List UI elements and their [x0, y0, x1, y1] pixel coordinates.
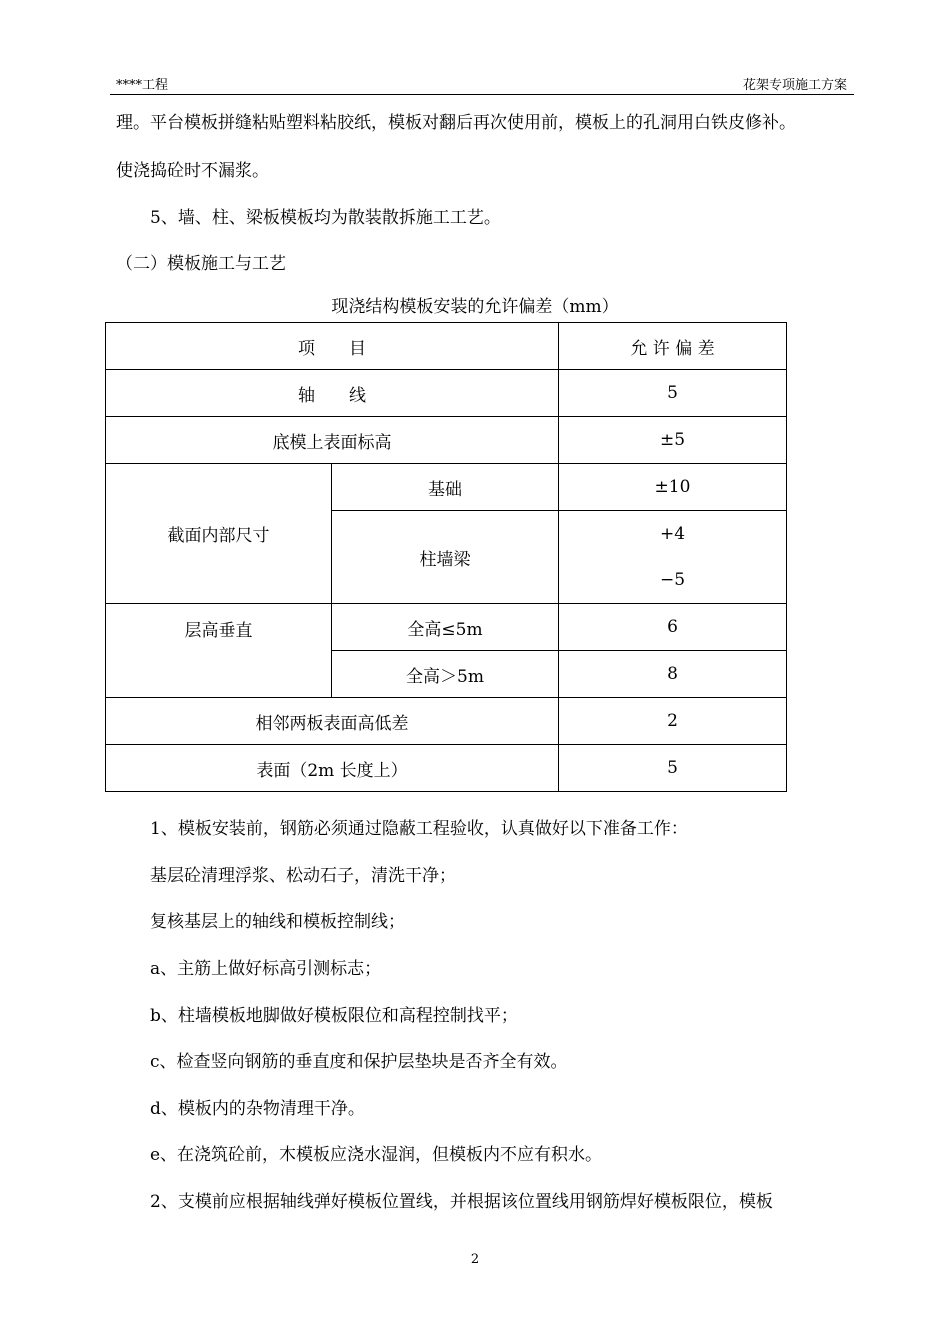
surface-label-cell: 表面（2m 长度上） — [106, 745, 559, 792]
header-deviation-cell: 允 许 偏 差 — [559, 323, 787, 370]
adjacent-difference-value-cell: 2 — [559, 698, 787, 745]
paragraph: 1、模板安装前，钢筋必须通过隐蔽工程验收，认真做好以下准备工作： — [150, 819, 688, 839]
table-row — [106, 464, 787, 511]
surface-value-cell: 5 — [559, 745, 787, 792]
header-item-cell: 项 目 — [106, 323, 559, 370]
bottom-elevation-label-cell: 底模上表面标高 — [106, 417, 559, 464]
paragraph: 理。平台模板拼缝粘贴塑料粘胶纸，模板对翻后再次使用前，模板上的孔洞用白铁皮修补。 — [116, 113, 796, 133]
table-row — [106, 370, 787, 417]
paragraph: 使浇捣砼时不漏浆。 — [116, 161, 269, 181]
header-project-name: ****工程 — [116, 78, 169, 93]
list-item: b、柱墙模板地脚做好模板限位和高程控制找平； — [150, 1006, 518, 1026]
height-gt-5m-value-cell: 8 — [559, 651, 787, 698]
section-size-label-cell: 截面内部尺寸 — [106, 464, 332, 604]
bottom-elevation-value-cell: ±5 — [559, 417, 787, 464]
table-row — [106, 417, 787, 464]
value-plus: +4 — [659, 524, 686, 544]
foundation-label-cell: 基础 — [332, 464, 559, 511]
adjacent-difference-label-cell: 相邻两板表面高低差 — [106, 698, 559, 745]
tolerance-table — [105, 322, 787, 792]
table-row — [106, 745, 787, 792]
paragraph: 2、支模前应根据轴线弹好模板位置线，并根据该位置线用钢筋焊好模板限位，模板 — [150, 1192, 773, 1212]
list-item: c、检查竖向钢筋的垂直度和保护层垫块是否齐全有效。 — [150, 1052, 568, 1072]
floor-vertical-label-cell: 层高垂直 — [106, 604, 332, 698]
value-minus: −5 — [659, 570, 686, 590]
column-wall-beam-value-cell — [559, 511, 787, 604]
height-le-5m-value-cell: 6 — [559, 604, 787, 651]
height-le-5m-label-cell: 全高≤5m — [332, 604, 559, 651]
column-wall-beam-label-cell: 柱墙梁 — [332, 511, 559, 604]
paragraph: 5、墙、柱、梁板模板均为散装散拆施工工艺。 — [150, 208, 501, 228]
list-item: a、主筋上做好标高引测标志； — [150, 959, 382, 979]
header-rule — [110, 94, 854, 95]
height-gt-5m-label-cell: 全高＞5m — [332, 651, 559, 698]
paragraph: 复核基层上的轴线和模板控制线； — [150, 912, 405, 932]
page-number: 2 — [470, 1252, 480, 1267]
foundation-value-cell: ±10 — [559, 464, 787, 511]
axis-value-cell: 5 — [559, 370, 787, 417]
paragraph: 基层砼清理浮浆、松动石子，清洗干净； — [150, 866, 456, 886]
table-caption: 现浇结构模板安装的允许偏差（mm） — [331, 297, 619, 317]
table-row — [106, 604, 787, 651]
section-heading: （二）模板施工与工艺 — [116, 254, 286, 274]
list-item: d、模板内的杂物清理干净。 — [150, 1099, 365, 1119]
list-item: e、在浇筑砼前，木模板应浇水湿润，但模板内不应有积水。 — [150, 1145, 603, 1165]
table-row — [106, 323, 787, 370]
table-row — [106, 698, 787, 745]
axis-label-cell: 轴 线 — [106, 370, 559, 417]
header-document-title: 花架专项施工方案 — [742, 78, 847, 93]
